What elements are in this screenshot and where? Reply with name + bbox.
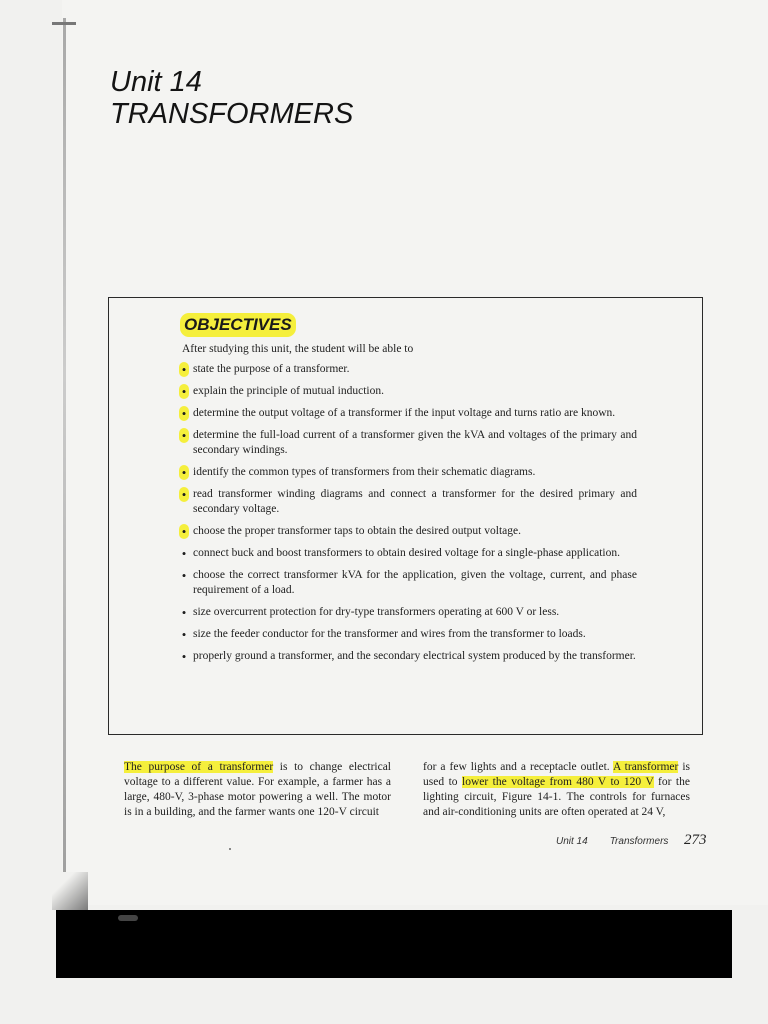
objective-text: explain the principle of mutual induction.: [193, 385, 384, 397]
bullet-icon: •: [179, 362, 189, 377]
objective-item: [179, 568, 637, 598]
objective-item: [179, 605, 637, 620]
objectives-intro: After studying this unit, the student will be able to: [182, 343, 414, 355]
objective-item: [179, 362, 637, 377]
objectives-title: OBJECTIVES: [180, 313, 296, 337]
scanner-black-band: [56, 910, 732, 978]
bullet-icon: •: [181, 605, 187, 620]
objective-item: [179, 384, 637, 399]
bullet-icon: •: [181, 546, 187, 561]
objective-item: [179, 649, 637, 664]
objective-item: [179, 524, 637, 539]
bullet-icon: •: [179, 487, 189, 502]
scan-dot: [229, 848, 231, 850]
objective-text: connect buck and boost transformers to obtain desired voltage for a single-phase application.: [193, 547, 620, 559]
running-unit: Unit 14: [556, 836, 588, 847]
objectives-list: [179, 362, 637, 671]
objective-item: [179, 406, 637, 421]
bullet-icon: •: [181, 649, 187, 664]
book-spine-shadow: [63, 18, 66, 908]
unit-title: TRANSFORMERS: [110, 98, 354, 130]
highlighted-text: lower the voltage from 480 V to 120 V: [462, 776, 654, 788]
body-text: for a few lights and a receptacle outlet.: [423, 761, 614, 773]
bullet-icon: •: [179, 384, 189, 399]
running-title: Transformers: [609, 836, 669, 847]
bullet-icon: •: [179, 465, 189, 480]
objective-text: size the feeder conductor for the transformer and wires from the transformer to loads.: [193, 628, 586, 640]
objective-text: state the purpose of a transformer.: [193, 363, 350, 375]
objective-item: [179, 627, 637, 642]
body-text: for the lighting circuit, Figure 14-1. The controls for furnaces and air-conditioning units are often operated at 24 V,: [423, 776, 690, 818]
page-corner-shadow: [52, 872, 88, 910]
bullet-icon: •: [179, 428, 189, 443]
objective-text: identify the common types of transformers from their schematic diagrams.: [193, 466, 536, 478]
objective-text: choose the proper transformer taps to obtain the desired output voltage.: [193, 525, 521, 537]
highlighted-text: The purpose of a transformer: [124, 761, 274, 773]
objective-item: [179, 546, 637, 561]
unit-heading: [110, 66, 353, 130]
page-number: 273: [684, 832, 707, 848]
bullet-icon: •: [179, 406, 189, 421]
body-column-left: [124, 760, 391, 820]
highlighted-text: A transformer: [613, 761, 679, 773]
objective-item: [179, 465, 637, 480]
bullet-icon: •: [181, 627, 187, 642]
body-text: is used to: [423, 761, 690, 788]
body-text: is to change electrical voltage to a different value. For example, a farmer has a large, 480-V, 3-phase motor powering a well. The motor is in a building, and the farmer wants one 120-V circuit: [124, 761, 391, 818]
objective-text: properly ground a transformer, and the secondary electrical system produced by the transformer.: [193, 650, 636, 662]
objective-text: determine the full-load current of a transformer given the kVA and voltages of the primary and secondary windings.: [193, 429, 637, 456]
unit-number: Unit 14: [110, 66, 202, 98]
spine-top-mark: [52, 22, 76, 25]
bullet-icon: •: [179, 524, 189, 539]
objective-item: [179, 428, 637, 458]
scan-speck: [118, 915, 138, 921]
bullet-icon: •: [181, 568, 187, 583]
objective-item: [179, 487, 637, 517]
running-footer: [556, 836, 668, 847]
objective-text: read transformer winding diagrams and connect a transformer for the desired primary and secondary voltage.: [193, 488, 637, 515]
objective-text: determine the output voltage of a transformer if the input voltage and turns ratio are known.: [193, 407, 616, 419]
body-column-right: [423, 760, 690, 820]
objective-text: choose the correct transformer kVA for the application, given the voltage, current, and phase requirement of a load.: [193, 569, 637, 596]
objective-text: size overcurrent protection for dry-type transformers operating at 600 V or less.: [193, 606, 560, 618]
